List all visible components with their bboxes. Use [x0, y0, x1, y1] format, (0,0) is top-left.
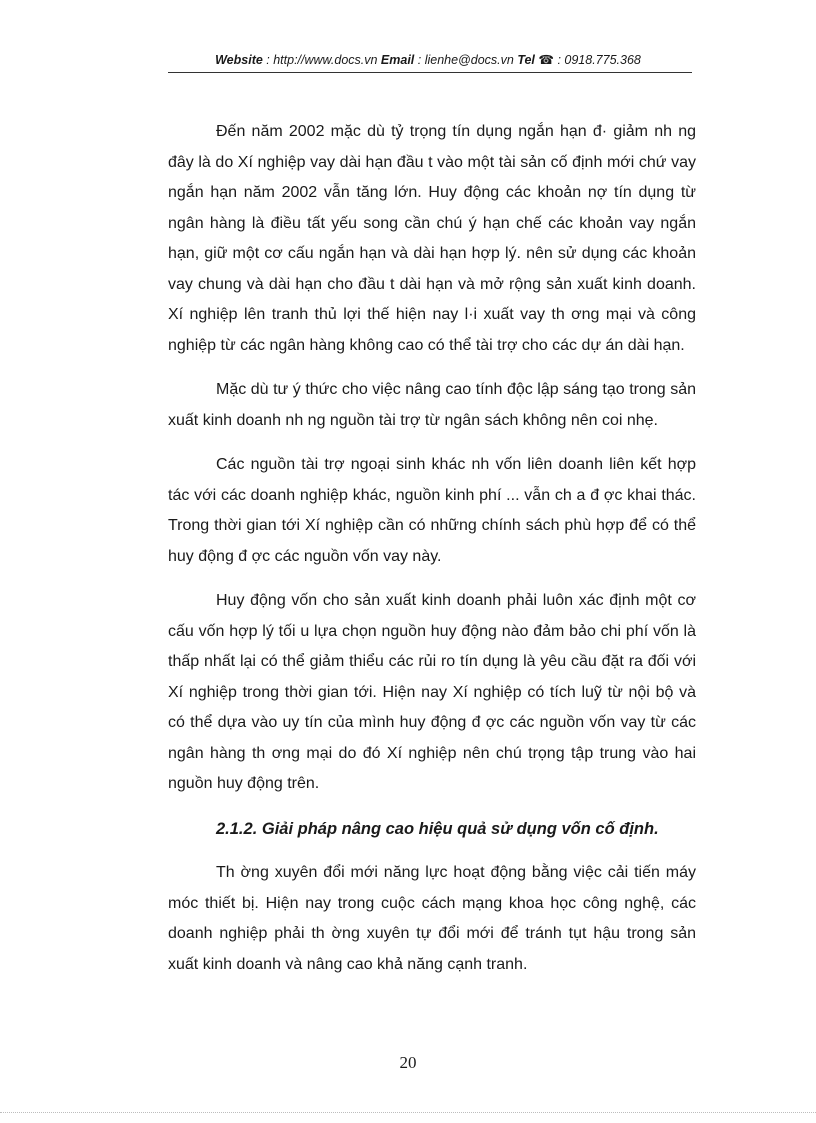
tel-value: : 0918.775.368 [553, 53, 641, 67]
paragraph-short-term-credit: Đến năm 2002 mặc dù tỷ trọng tín dụng ngắn hạn đ· giảm nh ng đây là do Xí nghiệp vay dài hạn đầu t vào một tài sản cố định mới chứ vay ngắn hạn năm 2002 vẫn tăng lớn. Huy động các khoản nợ tín dụng từ ngân hàng là điều tất yếu song cần chú ý hạn chế các khoản vay ngắn hạn, giữ một cơ cấu ngắn hạn và dài hạn hợp lý. nên sử dụng các khoản vay chung và dài hạn cho đầu t dài hạn và mở rộng sản xuất kinh doanh. Xí nghiệp lên tranh thủ lợi thế hiện nay l·i xuất vay th ơng mại và công nghiệp từ các ngân hàng không cao có thể tài trợ cho các dự án dài hạn. [168, 123, 696, 354]
footer-divider [0, 1112, 816, 1113]
paragraph-state-budget: Mặc dù tư ý thức cho việc nâng cao tính độc lập sáng tạo trong sản xuất kinh doanh nh ng nguồn tài trợ từ ngân sách không nên coi nhẹ. [168, 381, 696, 429]
tel-label: Tel [517, 53, 535, 67]
paragraph-capital-structure: Huy động vốn cho sản xuất kinh doanh phải luôn xác định một cơ cấu vốn hợp lý tối u lựa chọn nguồn huy động nào đảm bảo chi phí vốn là thấp nhất lại có thể giảm thiểu các rủi ro tín dụng là yêu cầu đặt ra đối với Xí nghiệp trong thời gian tới. Hiện nay Xí nghiệp có tích luỹ từ nội bộ và có thể dựa vào uy tín của mình huy động đ ợc các nguồn vốn vay từ các ngân hàng th ơng mại do đó Xí nghiệp nên chú trọng tập trung vào hai nguồn huy động trên. [168, 592, 696, 792]
website-label: Website [215, 53, 263, 67]
page-number: 20 [399, 1053, 417, 1072]
email-label: Email [380, 53, 415, 67]
paragraph-external-sources: Các nguồn tài trợ ngoại sinh khác nh vốn liên doanh liên kết hợp tác với các doanh nghiệp khác, nguồn kinh phí ... vẫn ch a đ ợc khai thác. Trong thời gian tới Xí nghiệp cần có những chính sách phù hợp để có thể huy động đ ợc các nguồn vốn vay này. [168, 456, 696, 565]
document-body [168, 117, 696, 994]
website-value: : http://www.docs.vn [262, 53, 381, 67]
section-heading: 2.1.2. Giải pháp nâng cao hiệu quả sử dụng vốn cố định. [216, 819, 659, 838]
paragraph-fixed-assets: Th ờng xuyên đổi mới năng lực hoạt động bằng việc cải tiến máy móc thiết bị. Hiện nay trong cuộc cách mạng khoa học công nghệ, các doanh nghiệp phải th ờng xuyên tự đổi mới để tránh tụt hậu trong sản xuất kinh doanh và nâng cao khả năng cạnh tranh. [168, 864, 696, 973]
phone-icon: ☎ [538, 53, 554, 67]
email-value: : lienhe@docs.vn [414, 53, 518, 67]
header-divider [168, 72, 692, 73]
page-header [168, 50, 688, 70]
